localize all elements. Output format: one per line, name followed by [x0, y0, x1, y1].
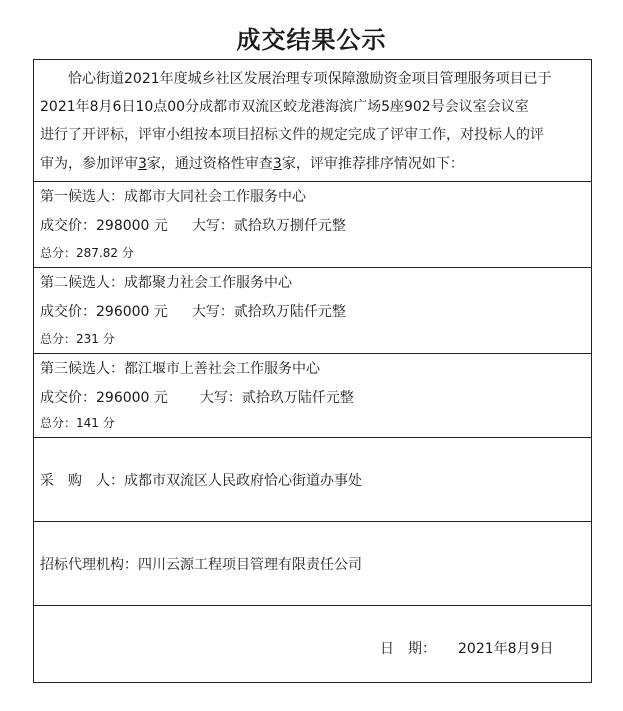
candidate-1-label: 第一候选人：成都市大同社会工作服务中心: [40, 189, 306, 205]
intro-section: [34, 60, 591, 182]
intro-line-3: 进行了开评标，评审小组按本项目招标文件的规定完成了评审工作，对投标人的评: [40, 127, 544, 143]
reviewed-count: 3: [138, 156, 147, 172]
intro-line-2: 2021年8月6日10点00分成都市双流区蛟龙港海滨广场5座902号会议室会议室: [40, 99, 529, 115]
date-value: 2021年8月9日: [458, 641, 554, 657]
candidate-2-label: 第二候选人：成都聚力社会工作服务中心: [40, 275, 292, 291]
intro-line-1: 恰心街道2021年度城乡社区发展治理专项保障激励资金项目管理服务项目已于: [68, 71, 552, 87]
candidate-1-caps: 大写：贰拾玖万捌仟元整: [191, 218, 346, 234]
intro-line-4: 审为，参加评审3家，通过资格性审查3家，评审推荐排序情况如下：: [40, 156, 464, 172]
candidate-1-score: 总分：287.82 分: [40, 246, 134, 260]
agency-section: [34, 522, 591, 606]
date-line: [380, 638, 553, 658]
candidate-2: [34, 268, 591, 354]
date-section: [34, 606, 591, 682]
agency: 招标代理机构：四川云源工程项目管理有限责任公司: [40, 557, 362, 573]
candidate-1-price: 成交价：298000 元: [40, 218, 168, 234]
candidate-1: [34, 182, 591, 268]
announcement-table: [33, 59, 592, 683]
candidate-3-price: 成交价：296000 元: [40, 390, 168, 406]
candidate-2-price: 成交价：296000 元: [40, 304, 168, 320]
page-title: 成交结果公示: [236, 26, 387, 54]
candidate-3-label: 第三候选人：都江堰市上善社会工作服务中心: [40, 361, 320, 377]
candidate-2-score: 总分：231 分: [40, 332, 115, 346]
date-label: 日 期：: [380, 641, 436, 657]
candidate-3-price-line: [40, 387, 354, 407]
candidate-3: [34, 354, 591, 438]
candidate-2-price-line: [40, 301, 346, 321]
candidate-1-price-line: [40, 215, 346, 235]
qualified-count: 3: [272, 156, 282, 172]
candidate-3-caps: 大写：贰拾玖万陆仟元整: [199, 390, 354, 406]
purchaser: 采 购 人：成都市双流区人民政府恰心街道办事处: [40, 473, 362, 489]
candidate-3-score: 总分：141 分: [40, 416, 115, 430]
purchaser-section: [34, 438, 591, 522]
candidate-2-caps: 大写：贰拾玖万陆仟元整: [191, 304, 346, 320]
